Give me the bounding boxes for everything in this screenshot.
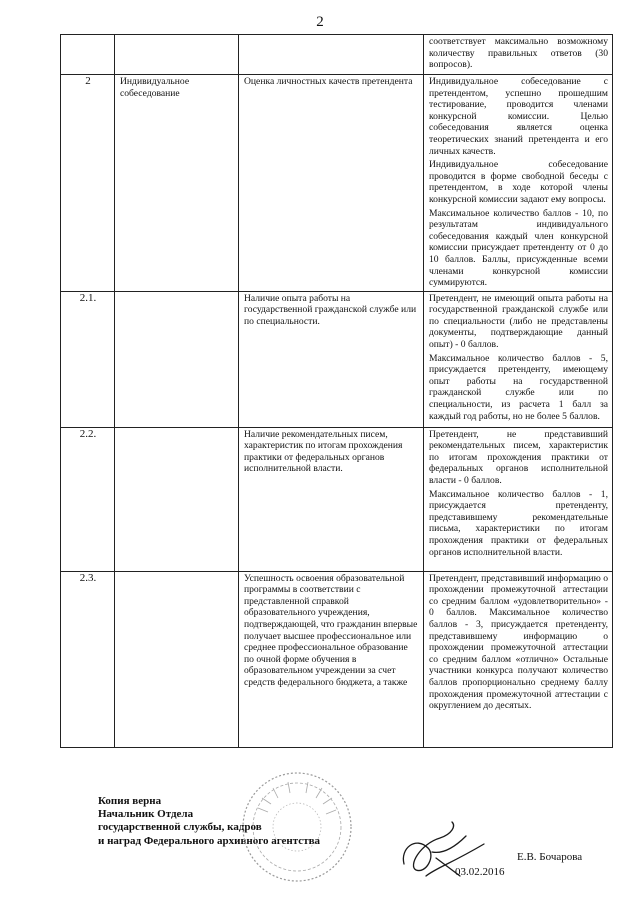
table-row: [61, 571, 613, 747]
table-row: [61, 291, 613, 427]
table-row: [61, 35, 613, 75]
row-number-cell: 2.2.: [61, 427, 115, 571]
description-paragraph: Индивидуальное собеседование с претендентом, успешно прошедшим тестирование, проводится членами конкурсной комиссии. Целью собеседования является оценка теоретических знаний претендента и его личных качеств.: [429, 76, 608, 157]
stage-cell: [115, 427, 239, 571]
description-paragraph: Индивидуальное собеседование проводится в форме свободной беседы с претендентом, в ходе которой члены конкурсной комиссии задают ему вопросы.: [429, 159, 608, 205]
description-paragraph: Претендент, представивший информацию о прохождении промежуточной аттестации со средним баллом «удовлетворительно» - 0 баллов. Максимальное количество баллов - 3, присуждается претенденту, представившему информацию о прохождении промежуточной аттестации со средним баллом «отлично» Остальные участники конкурса получают количество баллов пропорционально среднему баллу прохождения промежуточной аттестации с округлением до десятых.: [429, 572, 608, 712]
description-paragraph: Претендент, не имеющий опыта работы на государственной гражданской службе или по специальности (либо не представлены документы, подтверждающие данный опыт) - 0 баллов.: [429, 292, 608, 351]
criterion-cell: Наличие рекомендательных писем, характеристик по итогам прохождения практики от федеральных органов исполнительной власти.: [239, 427, 424, 571]
row-number-cell: 2.3.: [61, 571, 115, 747]
criteria-table: [60, 34, 613, 748]
table-row: [61, 427, 613, 571]
page-number: 2: [316, 14, 324, 30]
criterion-cell: Наличие опыта работы на государственной гражданской службе или по специальности.: [239, 291, 424, 427]
stage-cell: [115, 571, 239, 747]
description-cell: [424, 75, 613, 292]
signer-name: Е.В. Бочарова: [517, 851, 583, 863]
description-cell: [424, 571, 613, 747]
row-number-cell: 2: [61, 75, 115, 292]
description-paragraph: Максимальное количество баллов - 1, присуждается претенденту, представившему рекомендательные письма, характеристики по итогам прохождения практики от федеральных органов исполнительной власти.: [429, 488, 608, 558]
criterion-cell: Оценка личностных качеств претендента: [239, 75, 424, 292]
row-number-cell: 2.1.: [61, 291, 115, 427]
stage-cell: [115, 291, 239, 427]
stage-cell: [115, 35, 239, 75]
description-cell: [424, 35, 613, 75]
row-number-cell: [61, 35, 115, 75]
criteria-table-body: [61, 35, 613, 748]
description-paragraph: Максимальное количество баллов - 5, присуждается претенденту, имеющему опыт работы на государственной гражданской службе или по специальности, из расчета 1 балл за каждый год работы, но не более 5 баллов.: [429, 352, 608, 422]
description-cell: [424, 427, 613, 571]
signer-agency-line: и наград Федерального архивного агентства: [98, 834, 321, 847]
certification-line: Копия верна: [98, 795, 162, 807]
stage-cell: Индивидуальное собеседование: [115, 75, 239, 292]
signer-department-line: государственной службы, кадров: [98, 821, 262, 834]
description-paragraph: Максимальное количество баллов - 10, по результатам индивидуального собеседования каждый член конкурсной комиссии присуждает претенденту от 0 до 10 баллов. Баллы, присужденные всеми членами конкурсной комиссии суммируются.: [429, 207, 608, 289]
table-row: [61, 75, 613, 292]
signature-date: 03.02.2016: [455, 866, 505, 878]
signer-position-line: Начальник Отдела: [98, 808, 194, 821]
criterion-cell: Успешность освоения образовательной программы в соответствии с представленной справкой образовательного учреждения, подтверждающей, что гражданин впервые получает высшее профессиональное или среднее профессиональное образование по очной форме обучения в образовательном учреждении за счет средств федерального бюджета, а также: [239, 571, 424, 747]
official-seal-stamp: [238, 768, 356, 886]
description-paragraph: соответствует максимально возможному количеству правильных ответов (30 вопросов).: [429, 36, 608, 71]
description-cell: [424, 291, 613, 427]
criterion-cell: [239, 35, 424, 75]
description-paragraph: Претендент, не представивший рекомендательных писем, характеристик по итогам прохождения практики от федеральных органов исполнительной власти - 0 баллов.: [429, 428, 608, 487]
